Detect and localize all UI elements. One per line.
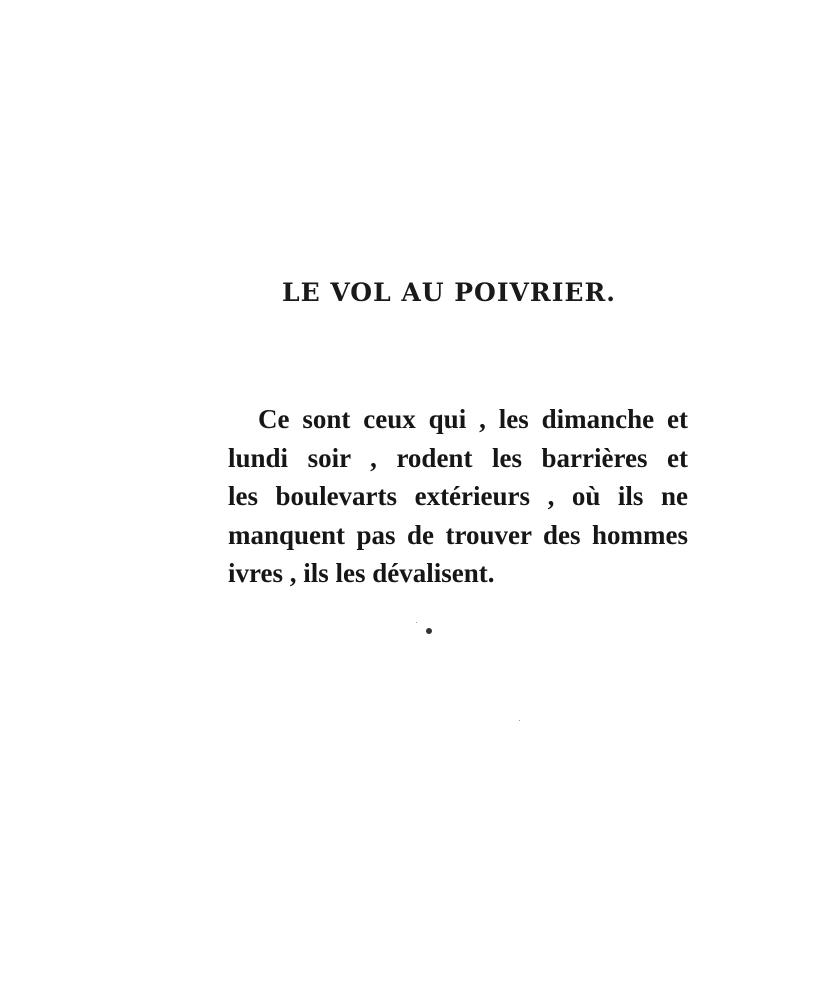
paragraph-line: ivres , ils les dévalisent. xyxy=(228,558,495,588)
chapter-title: LE VOL AU POIVRIER. xyxy=(282,278,616,307)
paragraph-line: Ce sont ceux qui , les dimanche et xyxy=(258,404,688,434)
ornament-dot xyxy=(426,628,432,634)
body-paragraph xyxy=(228,400,688,593)
paragraph-line: lundi soir , rodent les barrières et xyxy=(228,442,688,473)
paragraph-line: les boulevarts extérieurs , où ils ne xyxy=(228,481,688,511)
paragraph-line: manquent pas de trouver des hommes xyxy=(228,519,688,550)
print-speck xyxy=(519,720,520,721)
print-speck xyxy=(416,622,417,623)
